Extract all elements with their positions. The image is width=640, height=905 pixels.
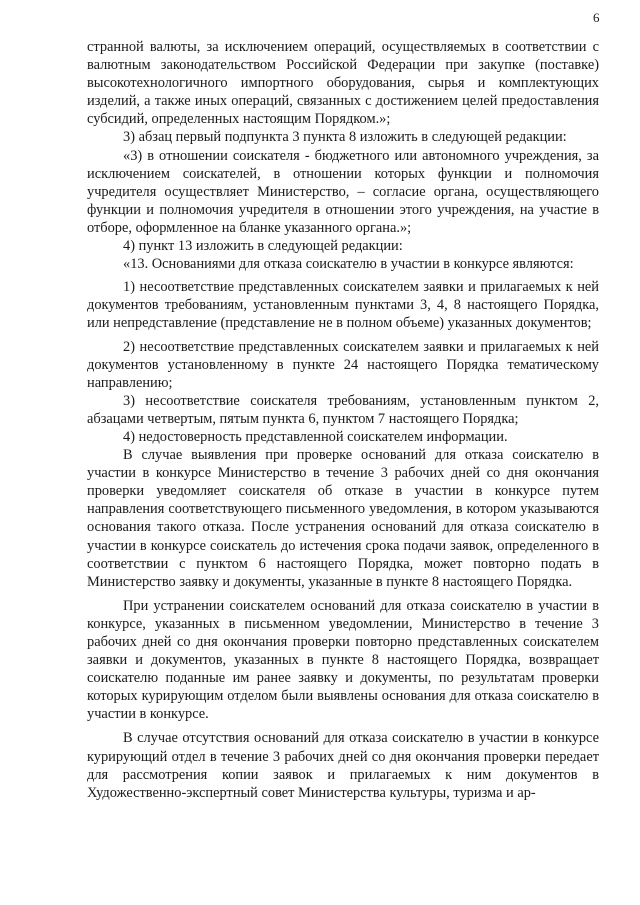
paragraph-item-4-amendment: 4) пункт 13 изложить в следующей редакции: bbox=[123, 238, 403, 255]
paragraph-currency-exceptions: странной валюты, за исключением операций, осуществляемых в соответствии с валютным законодательством Российской Федерации при закупке (поставке) высокотехнологичного импортного оборудования, сырья и комплектующих изделий, а также иных операций, связанных с достижением целей предоставления субсидий, определенных настоящим Порядком.»; bbox=[87, 39, 599, 128]
paragraph-refusal-notice: В случае выявления при проверке оснований для отказа соискателю в участии в конкурсе Министерство в течение 3 рабочих дней со дня окончания проверки уведомляет соискателя об отказе в участии в конкурсе путем направления соответствующего письменного уведомления, в котором указываются основания такого отказа. После устранения оснований для отказа соискателю в участии в конкурсе соискатель до истечения срока подачи заявок, определенного в соответствии с пунктом 6 настоящего Порядка, может повторно подать в Министерство заявку и документы, указанные в пункте 8 настоящего Порядка. bbox=[87, 447, 599, 590]
paragraph-item-3-amendment: 3) абзац первый подпункта 3 пункта 8 изложить в следующей редакции: bbox=[123, 129, 567, 146]
paragraph-point-13-heading: «13. Основаниями для отказа соискателю в участии в конкурсе являются: bbox=[123, 256, 574, 273]
paragraph-resubmission: При устранении соискателем оснований для отказа соискателю в участии в конкурсе, указанных в письменном уведомлении, Министерство в течение 3 рабочих дней со дня окончания проверки повторно представленных соискателем заявки и документов, указанных в пункте 8 настоящего Порядка, возвращает соискателю поданные им ранее заявку и документы, по результатам проверки которых курирующим отделом были выявлены основания для отказа соискателю в участии в конкурсе. bbox=[87, 597, 599, 723]
paragraph-no-grounds: В случае отсутствия оснований для отказа соискателю в участии в конкурсе курирующий отдел в течение 3 рабочих дней со дня окончания проверки передает для рассмотрения копии заявок и прилагаемых к ним документов в Художественно-экспертный совет Министерства культуры, туризма и ар- bbox=[87, 730, 599, 801]
paragraph-ground-2: 2) несоответствие представленных соискателем заявки и прилагаемых к ней документов установленному в пункте 24 настоящего Порядка тематическому направлению; bbox=[87, 338, 599, 391]
paragraph-ground-1: 1) несоответствие представленных соискателем заявки и прилагаемых к ней документов требованиям, установленным пунктами 3, 4, 8 настоящего Порядка, или непредставление (представление не в полном объеме) указанных документов; bbox=[87, 279, 599, 332]
paragraph-ground-4: 4) недостоверность представленной соискателем информации. bbox=[123, 428, 508, 445]
page-number: 6 bbox=[593, 10, 600, 25]
paragraph-ground-3: 3) несоответствие соискателя требованиям, установленным пунктом 2, абзацами четвертым, пятым пункта 6, пунктом 7 настоящего Порядка; bbox=[87, 392, 599, 427]
document-body bbox=[87, 38, 599, 802]
paragraph-subitem-3-text: «3) в отношении соискателя - бюджетного или автономного учреждения, за исключением соискателей, в отношении которых функции и полномочия учредителя осуществляет Министерство, – согласие органа, осуществляющего функции и полномочия учредителя в отношении этого учреждения, на участие в отборе, оформленное на бланке указанного органа.»; bbox=[87, 147, 599, 236]
